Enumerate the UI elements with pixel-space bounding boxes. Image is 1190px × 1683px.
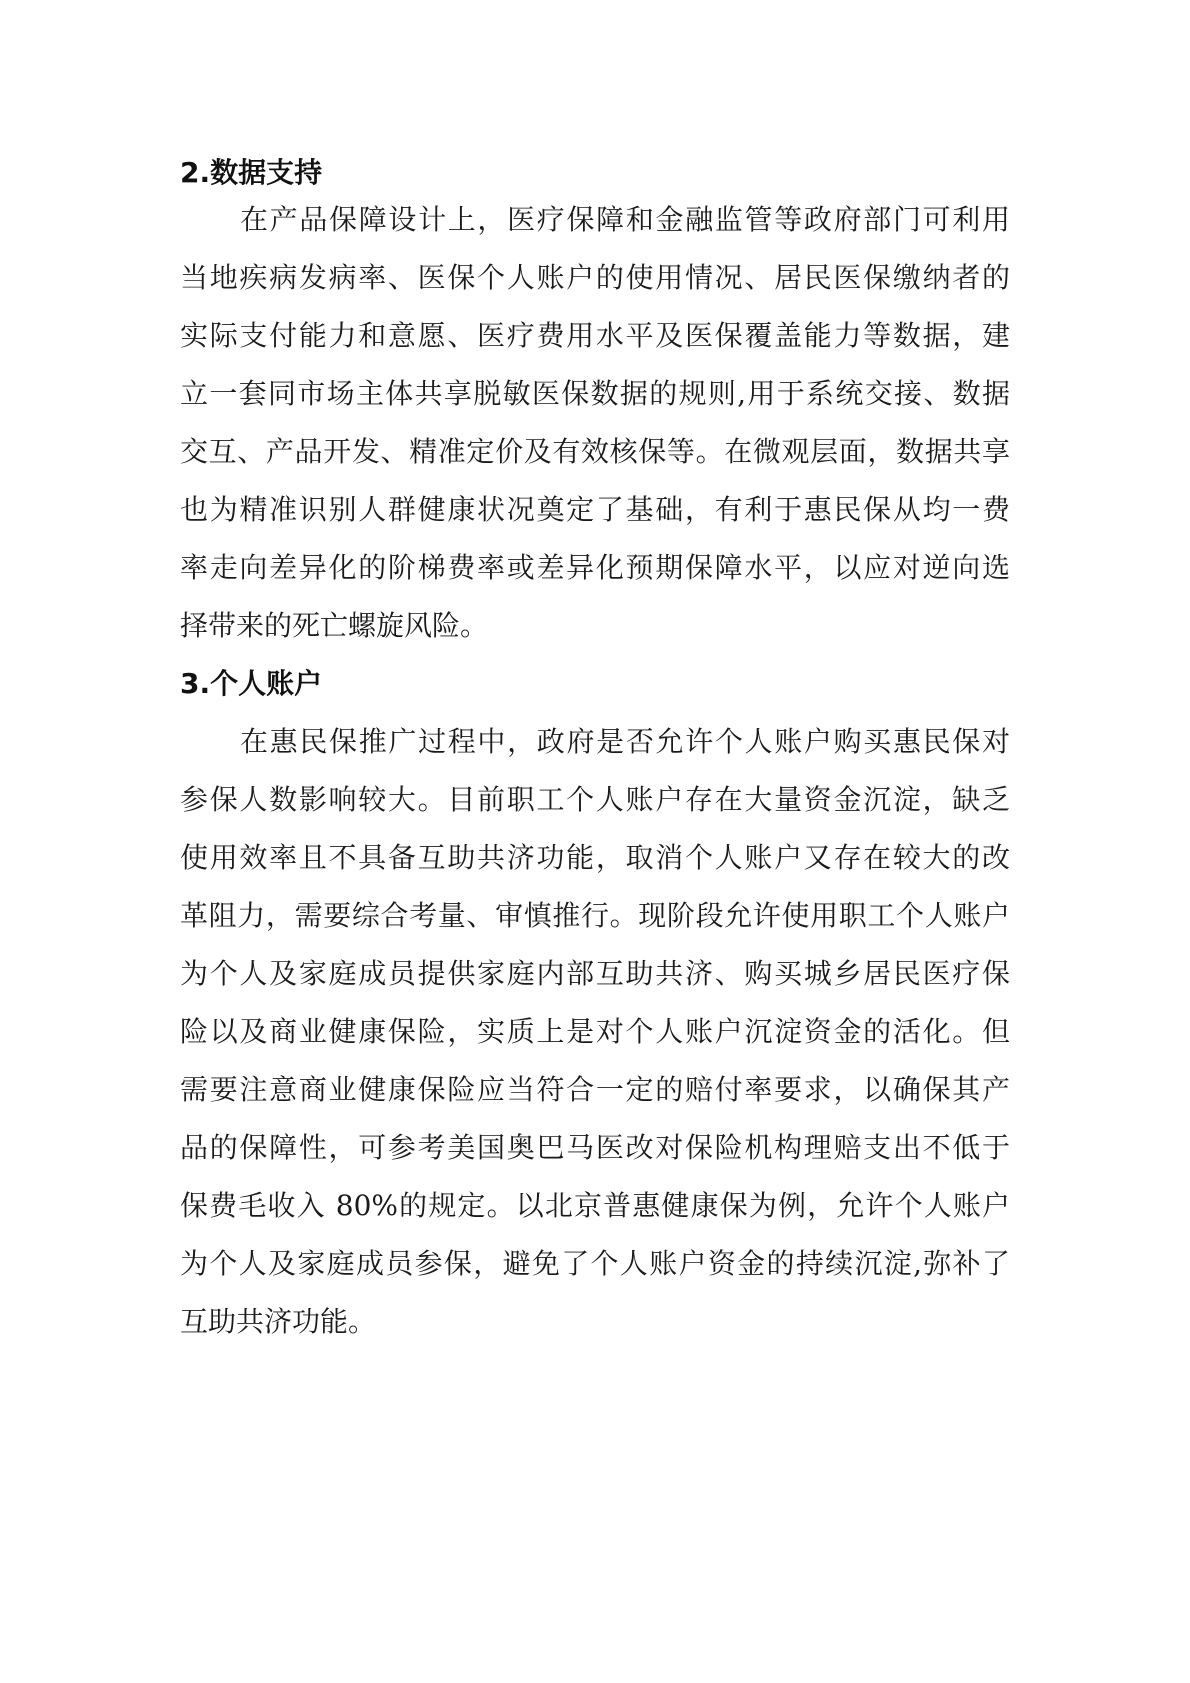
paragraph-line: 参保人数影响较大。目前职工个人账户存在大量资金沉淀，缺乏 [180, 783, 1010, 816]
paragraph-line: 在惠民保推广过程中，政府是否允许个人账户购买惠民保对 [240, 725, 1010, 758]
paragraph-line: 为个人及家庭成员参保，避免了个人账户资金的持续沉淀,弥补了 [180, 1247, 1010, 1280]
paragraph-line: 革阻力，需要综合考量、审慎推行。现阶段允许使用职工个人账户 [180, 899, 1010, 932]
section-heading-data-support: 2.数据支持 [180, 156, 323, 189]
paragraph-line: 立一套同市场主体共享脱敏医保数据的规则,用于系统交接、数据 [180, 377, 1010, 410]
paragraph-line: 品的保障性，可参考美国奥巴马医改对保险机构理赔支出不低于 [180, 1131, 1010, 1164]
paragraph-line: 使用效率且不具备互助共济功能，取消个人账户又存在较大的改 [180, 841, 1010, 874]
paragraph-line: 保费毛收入 80%的规定。以北京普惠健康保为例，允许个人账户 [180, 1189, 1010, 1222]
paragraph-line: 交互、产品开发、精准定价及有效核保等。在微观层面，数据共享 [180, 435, 1010, 468]
paragraph-line: 率走向差异化的阶梯费率或差异化预期保障水平，以应对逆向选 [180, 551, 1010, 584]
paragraph-line: 在产品保障设计上，医疗保障和金融监管等政府部门可利用 [240, 203, 1010, 236]
paragraph-line: 为个人及家庭成员提供家庭内部互助共济、购买城乡居民医疗保 [180, 957, 1010, 990]
paragraph-line: 险以及商业健康保险，实质上是对个人账户沉淀资金的活化。但 [180, 1015, 1010, 1048]
paragraph-line: 也为精准识别人群健康状况奠定了基础，有利于惠民保从均一费 [180, 493, 1010, 526]
paragraph-line: 需要注意商业健康保险应当符合一定的赔付率要求，以确保其产 [180, 1073, 1010, 1106]
section-heading-personal-account: 3.个人账户 [180, 667, 323, 700]
paragraph-line: 互助共济功能。 [180, 1305, 377, 1338]
paragraph-line: 实际支付能力和意愿、医疗费用水平及医保覆盖能力等数据，建 [180, 319, 1010, 352]
paragraph-line: 择带来的死亡螺旋风险。 [180, 609, 489, 642]
paragraph-line: 当地疾病发病率、医保个人账户的使用情况、居民医保缴纳者的 [180, 261, 1010, 294]
